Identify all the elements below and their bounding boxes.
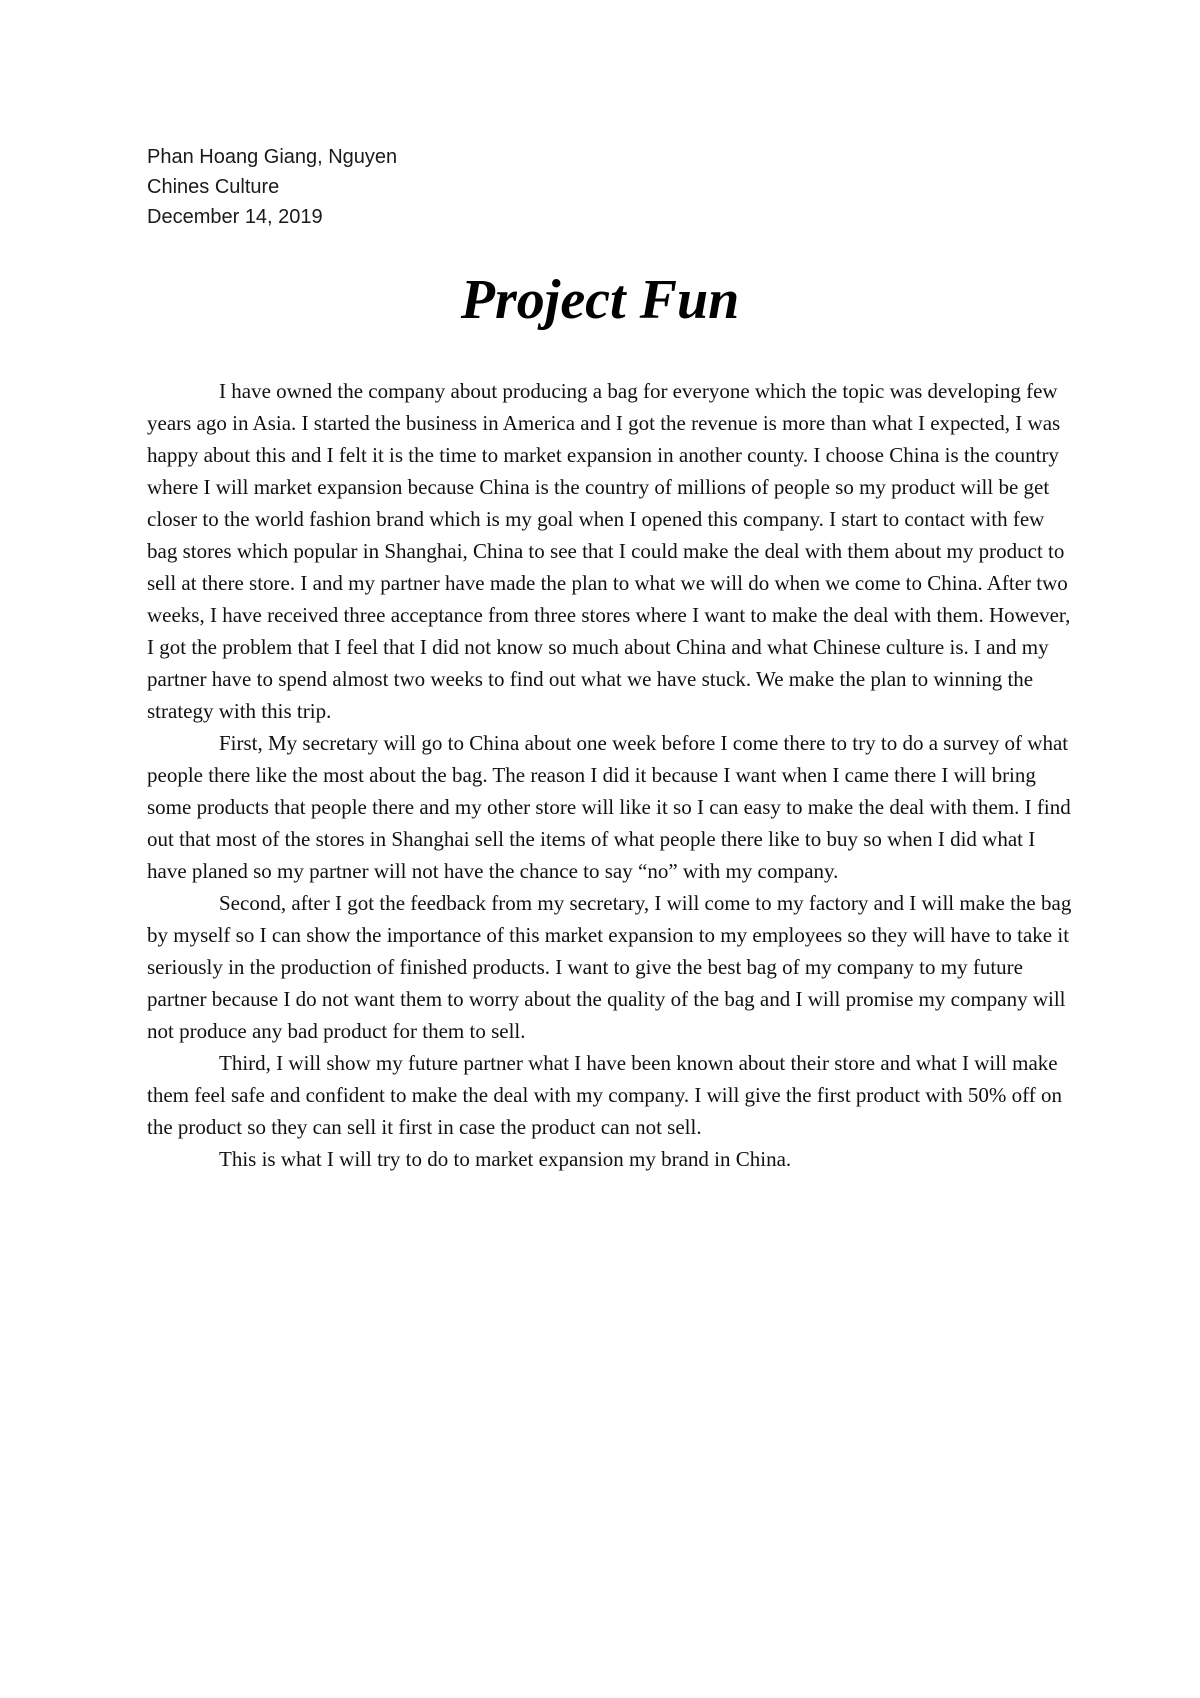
- paragraph-third: Third, I will show my future partner what I have been known about their store and what I will make them feel safe and confident to make the deal with my company. I will give the first product with 50% off on the product so they can sell it first in case the product can not sell.: [147, 1051, 1062, 1139]
- paragraph-intro: I have owned the company about producing a bag for everyone which the topic was developing few years ago in Asia. I started the business in America and I got the revenue is more than what I expected, I was happy about this and I felt it is the time to market expansion in another county. I choose China is the country where I will market expansion because China is the country of millions of people so my product will be get closer to the world fashion brand which is my goal when I opened this company. I start to contact with few bag stores which popular in Shanghai, China to see that I could make the deal with them about my product to sell at there store. I and my partner have made the plan to what we will do when we come to China. After two weeks, I have received three acceptance from three stores where I want to make the deal with them. However, I got the problem that I feel that I did not know so much about China and what Chinese culture is. I and my partner have to spend almost two weeks to find out what we have stuck. We make the plan to winning the strategy with this trip.: [147, 379, 1071, 723]
- author-name: Phan Hoang Giang, Nguyen: [147, 146, 398, 168]
- course-name: Chines Culture: [147, 176, 280, 198]
- paragraph-first: First, My secretary will go to China about one week before I come there to try to do a survey of what people there like the most about the bag. The reason I did it because I want when I came there I will bring some products that people there and my other store will like it so I can easy to make the deal with them. I find out that most of the stores in Shanghai sell the items of what people there like to buy so when I did what I have planed so my partner will not have the chance to say “no” with my company.: [147, 731, 1071, 883]
- paragraph-second: Second, after I got the feedback from my secretary, I will come to my factory and I will make the bag by myself so I can show the importance of this market expansion to my employees so they will have to take it seriously in the production of finished products. I want to give the best bag of my company to my future partner because I do not want them to worry about the quality of the bag and I will promise my company will not produce any bad product for them to sell.: [147, 891, 1072, 1043]
- paragraph-conclusion: This is what I will try to do to market expansion my brand in China.: [219, 1147, 792, 1171]
- document-body: [147, 375, 1072, 1175]
- document-date: December 14, 2019: [147, 206, 323, 228]
- document-title: Project Fun: [460, 269, 740, 331]
- document-header: [147, 142, 397, 232]
